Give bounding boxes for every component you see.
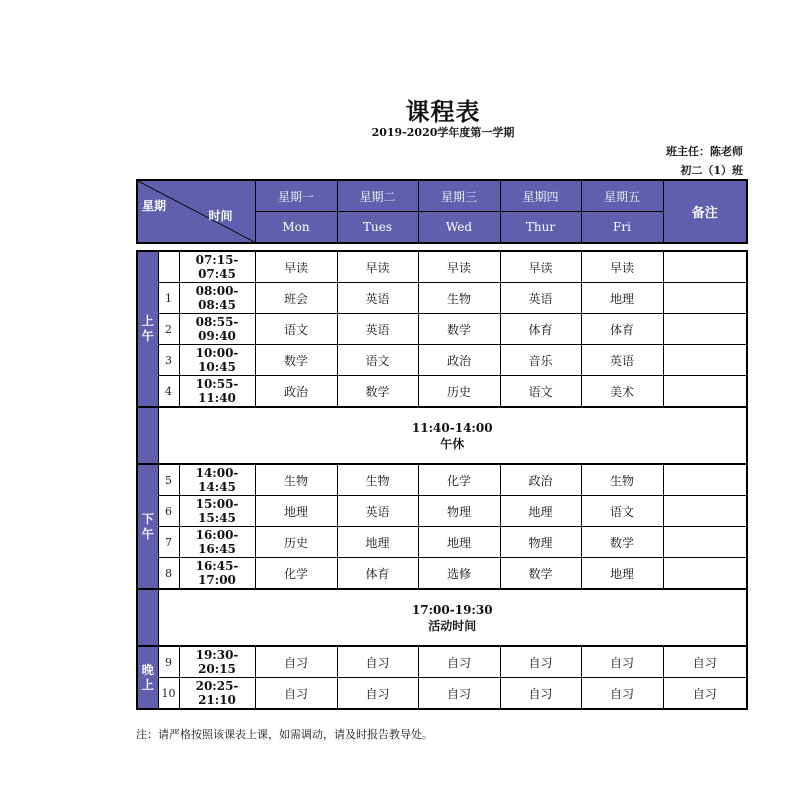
table-row [137, 678, 747, 710]
class-cell: 英语 [337, 314, 418, 345]
day-en-wed: Wed [418, 212, 500, 244]
session-morning: 上午 [137, 251, 158, 407]
class-cell: 数学 [255, 345, 337, 376]
class-cell: 物理 [418, 496, 500, 527]
class-cell: 体育 [581, 314, 663, 345]
class-cell: 生物 [337, 464, 418, 496]
remark-cell [663, 558, 747, 590]
remark-cell [663, 464, 747, 496]
class-cell: 数学 [418, 314, 500, 345]
lunch-break-label: 午休 [440, 436, 465, 451]
class-cell: 英语 [581, 345, 663, 376]
day-en-tue: Tues [337, 212, 418, 244]
timetable-header [136, 179, 748, 244]
period-time: 08:00-08:45 [179, 283, 255, 314]
period-time: 16:45-17:00 [179, 558, 255, 590]
activity-break-cell [158, 589, 747, 646]
activity-break-row [137, 589, 747, 646]
lunch-break-cell [158, 407, 747, 464]
remark-cell [663, 283, 747, 314]
class-cell: 数学 [581, 527, 663, 558]
class-cell: 英语 [337, 283, 418, 314]
class-cell: 自习 [255, 646, 337, 678]
day-header-fri: 星期五 [581, 180, 663, 212]
table-row [137, 527, 747, 558]
period-time: 10:55-11:40 [179, 376, 255, 408]
period-time: 15:00-15:45 [179, 496, 255, 527]
period-number: 2 [158, 314, 179, 345]
class-cell: 早读 [255, 251, 337, 283]
class-cell: 生物 [581, 464, 663, 496]
remark-cell: 自习 [663, 678, 747, 710]
table-row [137, 345, 747, 376]
period-number: 6 [158, 496, 179, 527]
page-title: 课程表 [405, 97, 481, 126]
class-cell: 数学 [500, 558, 581, 590]
class-cell: 音乐 [500, 345, 581, 376]
semester-subtitle: 2019-2020学年度第一学期 [371, 126, 515, 139]
table-row [137, 251, 747, 283]
table-row [137, 646, 747, 678]
table-row [137, 376, 747, 408]
corner-cell [137, 180, 255, 243]
class-cell: 生物 [418, 283, 500, 314]
class-cell: 自习 [337, 678, 418, 710]
class-cell: 自习 [581, 646, 663, 678]
period-time: 20:25-21:10 [179, 678, 255, 710]
session-spacer [137, 407, 158, 464]
table-row [137, 314, 747, 345]
day-header-thu: 星期四 [500, 180, 581, 212]
class-cell: 政治 [500, 464, 581, 496]
class-cell: 英语 [337, 496, 418, 527]
corner-weekday-label: 星期 [142, 199, 167, 213]
period-number: 7 [158, 527, 179, 558]
day-en-thu: Thur [500, 212, 581, 244]
class-cell: 自习 [581, 678, 663, 710]
day-en-fri: Fri [581, 212, 663, 244]
period-time: 14:00-14:45 [179, 464, 255, 496]
class-cell: 政治 [255, 376, 337, 408]
class-cell: 早读 [337, 251, 418, 283]
table-row [137, 496, 747, 527]
class-cell: 历史 [418, 376, 500, 408]
day-en-mon: Mon [255, 212, 337, 244]
class-cell: 美术 [581, 376, 663, 408]
period-number: 3 [158, 345, 179, 376]
period-number: 5 [158, 464, 179, 496]
footer-note: 注：请严格按照该课表上课，如需调动，请及时报告教导处。 [136, 728, 433, 741]
class-cell: 自习 [418, 646, 500, 678]
class-cell: 自习 [337, 646, 418, 678]
period-number: 8 [158, 558, 179, 590]
class-cell: 物理 [500, 527, 581, 558]
class-cell: 早读 [418, 251, 500, 283]
class-cell: 自习 [500, 678, 581, 710]
period-time: 10:00-10:45 [179, 345, 255, 376]
class-cell: 自习 [255, 678, 337, 710]
period-number: 4 [158, 376, 179, 408]
class-cell: 自习 [418, 678, 500, 710]
class-cell: 选修 [418, 558, 500, 590]
lunch-break-row [137, 407, 747, 464]
session-spacer [137, 589, 158, 646]
table-row [137, 558, 747, 590]
day-header-wed: 星期三 [418, 180, 500, 212]
remark-cell [663, 314, 747, 345]
class-cell: 早读 [500, 251, 581, 283]
period-number: 10 [158, 678, 179, 710]
remark-cell [663, 376, 747, 408]
period-time: 16:00-16:45 [179, 527, 255, 558]
class-cell: 语文 [337, 345, 418, 376]
period-time: 08:55-09:40 [179, 314, 255, 345]
remark-cell [663, 345, 747, 376]
class-cell: 语文 [581, 496, 663, 527]
class-cell: 语文 [255, 314, 337, 345]
class-cell: 地理 [581, 283, 663, 314]
activity-time: 17:00-19:30 [411, 602, 493, 617]
table-row [137, 283, 747, 314]
class-cell: 自习 [500, 646, 581, 678]
timetable-body [136, 250, 748, 710]
class-name: 初二（1）班 [680, 164, 743, 177]
class-cell: 地理 [255, 496, 337, 527]
class-cell: 化学 [418, 464, 500, 496]
period-number [158, 251, 179, 283]
class-cell: 体育 [337, 558, 418, 590]
class-cell: 语文 [500, 376, 581, 408]
period-number: 9 [158, 646, 179, 678]
remark-cell [663, 496, 747, 527]
class-cell: 历史 [255, 527, 337, 558]
class-cell: 数学 [337, 376, 418, 408]
table-row [137, 464, 747, 496]
class-cell: 化学 [255, 558, 337, 590]
class-cell: 英语 [500, 283, 581, 314]
period-time: 07:15-07:45 [179, 251, 255, 283]
head-teacher: 班主任：陈老师 [666, 145, 743, 158]
day-header-tue: 星期二 [337, 180, 418, 212]
class-cell: 生物 [255, 464, 337, 496]
corner-time-label: 时间 [208, 209, 233, 223]
class-cell: 地理 [418, 527, 500, 558]
class-cell: 地理 [500, 496, 581, 527]
remarks-header: 备注 [663, 180, 747, 243]
remark-cell [663, 251, 747, 283]
day-header-mon: 星期一 [255, 180, 337, 212]
class-cell: 地理 [337, 527, 418, 558]
class-cell: 体育 [500, 314, 581, 345]
remark-cell [663, 527, 747, 558]
class-cell: 政治 [418, 345, 500, 376]
class-cell: 班会 [255, 283, 337, 314]
remark-cell: 自习 [663, 646, 747, 678]
period-time: 19:30-20:15 [179, 646, 255, 678]
lunch-break-time: 11:40-14:00 [411, 420, 493, 435]
class-cell: 地理 [581, 558, 663, 590]
activity-label: 活动时间 [428, 618, 477, 633]
session-afternoon: 下午 [137, 464, 158, 589]
period-number: 1 [158, 283, 179, 314]
session-evening: 晚上 [137, 646, 158, 709]
class-cell: 早读 [581, 251, 663, 283]
